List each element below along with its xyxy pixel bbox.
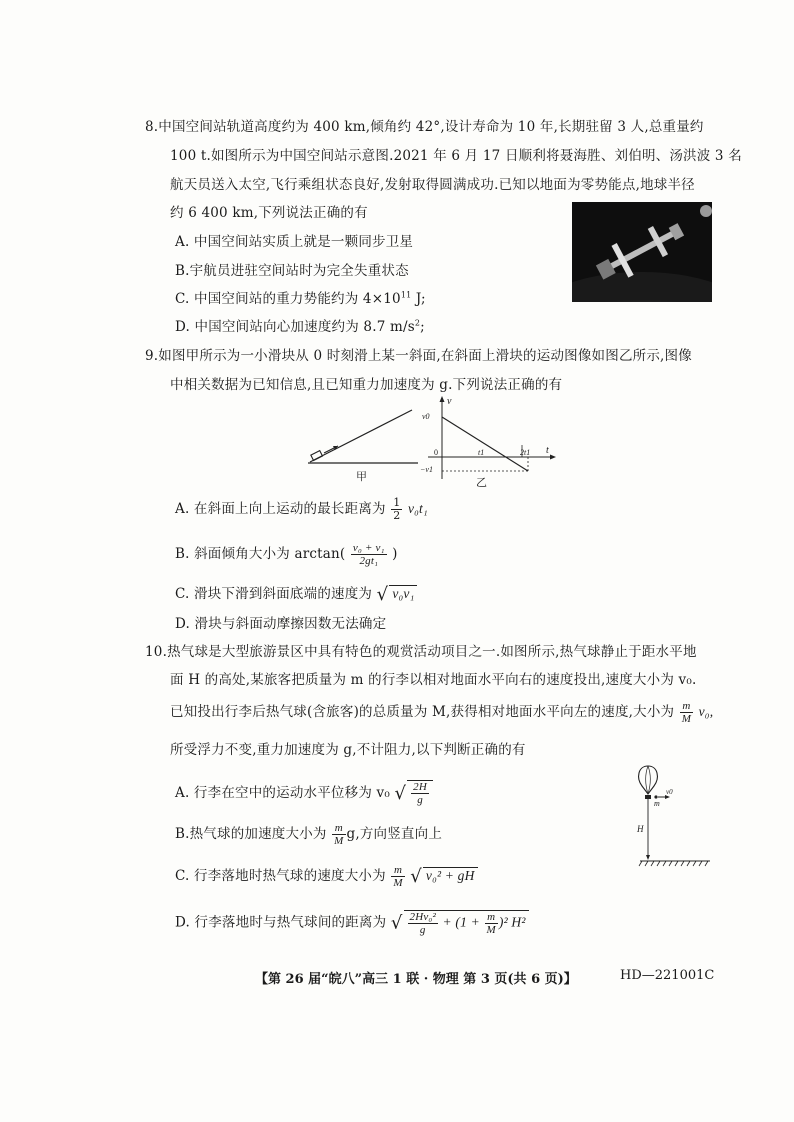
- q10-option-c-fraction: $\frac{m}{M}$: [393, 864, 403, 889]
- figure-jia-incline: [300, 400, 420, 490]
- q9-option-a-text: A. 在斜面上向上运动的最长距离为: [175, 501, 386, 517]
- q10-option-a-text: A. 行李在空中的运动水平位移为 v₀: [175, 785, 390, 801]
- q8-line-2: 100 t.如图所示为中国空间站示意图.2021 年 6 月 17 日顺利将聂海胜、刘伯明、汤洪波 3 名: [170, 148, 742, 164]
- q8-option-a: A. 中国空间站实质上就是一颗同步卫星: [175, 234, 414, 250]
- q8-option-d-text: D. 中国空间站向心加速度约为 8.7 m/s: [175, 319, 415, 335]
- q8-option-c-unit: J;: [411, 291, 426, 307]
- q9-line-1: 9.如图甲所示为一小滑块从 0 时刻滑上某一斜面,在斜面上滑块的运动图像如图乙所示,图像: [145, 348, 692, 364]
- q8-option-c: [175, 287, 426, 307]
- q9-option-c-radicand: v₀v₁: [389, 585, 417, 602]
- slider-block: [311, 451, 323, 461]
- q9-option-b-end: ): [392, 546, 398, 562]
- vt-line: [442, 417, 531, 471]
- 2t1-tick-label: 2t1: [520, 448, 531, 457]
- q9-line-2: 中相关数据为已知信息,且已知重力加速度为 g.下列说法正确的有: [170, 377, 563, 393]
- q9-option-a: [175, 497, 428, 522]
- neg-v1-tick-label: −v1: [420, 465, 433, 474]
- q10-option-b-text: B.热气球的加速度大小为: [175, 826, 327, 842]
- q9-option-b-fraction: $\frac{\text{v₀ + v₁}}{\text{2gt₁}}$: [352, 542, 385, 567]
- q9-option-b: [175, 542, 398, 567]
- incline-surface: [310, 410, 412, 462]
- q10-option-b-fraction: $\frac{m}{M}$: [334, 822, 344, 847]
- q8-option-b: B.宇航员进驻空间站时为完全失重状态: [175, 263, 409, 279]
- space-station-image: [572, 202, 712, 302]
- page-footer: 【第 26 届“皖八”高三 1 联 · 物理 第 3 页(共 6 页)】: [255, 972, 577, 987]
- q10-line-3-fraction: $\frac{m}{M}$: [681, 700, 692, 725]
- balloon-basket: [645, 795, 651, 799]
- figure-yi-vt-graph: [420, 393, 560, 488]
- q8-line-1: 8.中国空间站轨道高度约为 400 km,倾角约 42°,设计寿命为 10 年,长期驻留 3 人,总重量约: [145, 119, 704, 135]
- q9-option-b-text: B. 斜面倾角大小为 arctan(: [175, 546, 346, 562]
- q10-line-3: [170, 700, 713, 725]
- page-code: HD—221001C: [620, 968, 715, 983]
- q10-line-3-end: v₀,: [698, 704, 714, 719]
- q8-line-4: 约 6 400 km,下列说法正确的有: [170, 205, 368, 221]
- q10-option-c: C. 行李落地时热气球的速度大小为 $\frac{m}{M}$ √ v₀² + gH: [175, 864, 478, 889]
- q10-option-b: [175, 822, 442, 847]
- H-label: H: [637, 824, 644, 834]
- m-label: m: [654, 799, 660, 808]
- q10-line-2: 面 H 的高处,某旅客把质量为 m 的行李以相对地面水平向右的速度投出,速度大小为 v₀.: [170, 672, 697, 688]
- v-axis-label: v: [447, 396, 452, 407]
- q8-option-d-exponent: 2: [414, 318, 421, 328]
- q10-option-a-radicand: $\frac{2H}{g}$: [407, 780, 433, 806]
- v0-tick-label: v0: [422, 412, 430, 421]
- q8-option-d: [175, 315, 425, 335]
- balloon-envelope: [639, 766, 658, 794]
- q10-line-4: 所受浮力不变,重力加速度为 g,不计阻力,以下判断正确的有: [170, 742, 526, 758]
- q10-option-d-radicand: $\frac{\text{2Hv₀²}}{g}$ + (1 + $\frac{m}{M}$ )² H²: [404, 910, 529, 936]
- q10-option-c-text: C. 行李落地时热气球的速度大小为: [175, 868, 386, 884]
- q10-line-1: 10.热气球是大型旅游景区中具有特色的观赏活动项目之一.如图所示,热气球静止于距水平地: [145, 644, 697, 660]
- q10-option-d-text: D. 行李落地时与热气球间的距离为: [175, 914, 387, 931]
- q8-line-3: 航天员送入太空,飞行乘组状态良好,发射取得圆满成功.已知以地面为零势能点,地球半径: [170, 177, 695, 193]
- q8-option-c-exponent: 11: [400, 290, 412, 300]
- v0-label: v0: [666, 788, 673, 796]
- q9-option-d: D. 滑块与斜面动摩擦因数无法确定: [175, 616, 387, 632]
- q9-option-c: C. 滑块下滑到斜面底端的速度为 √ v₀v₁: [175, 582, 417, 605]
- q10-option-c-radicand: v₀² + gH: [423, 867, 478, 884]
- q9-option-a-fraction: $\frac{1}{2}$: [393, 496, 401, 522]
- q8-option-d-end: ;: [420, 319, 425, 335]
- figure-yi-label: 乙: [476, 477, 487, 488]
- q10-option-d: D. 行李落地时与热气球间的距离为 √ $\frac{\text{2Hv₀²}}{g}$ + (1 + $\frac{m}{M}$ )² H²: [175, 910, 529, 936]
- figure-hot-air-balloon: [628, 762, 720, 872]
- q10-option-a: A. 行李在空中的运动水平位移为 v₀ √ $\frac{2H}{g}$: [175, 780, 433, 806]
- t1-tick-label: t1: [478, 448, 485, 457]
- q8-option-c-text: C. 中国空间站的重力势能约为 4×10: [175, 291, 401, 307]
- q10-line-3-text: 已知投出行李后热气球(含旅客)的总质量为 M,获得相对地面水平向左的速度,大小为: [170, 704, 675, 720]
- q9-option-c-text: C. 滑块下滑到斜面底端的速度为: [175, 586, 373, 602]
- figure-jia-label: 甲: [356, 471, 367, 483]
- q10-option-b-end: g,方向竖直向上: [346, 826, 443, 842]
- origin-label: 0: [434, 448, 438, 457]
- q9-option-a-expr: v₀t₁: [407, 501, 428, 516]
- t-axis-label: t: [546, 445, 549, 456]
